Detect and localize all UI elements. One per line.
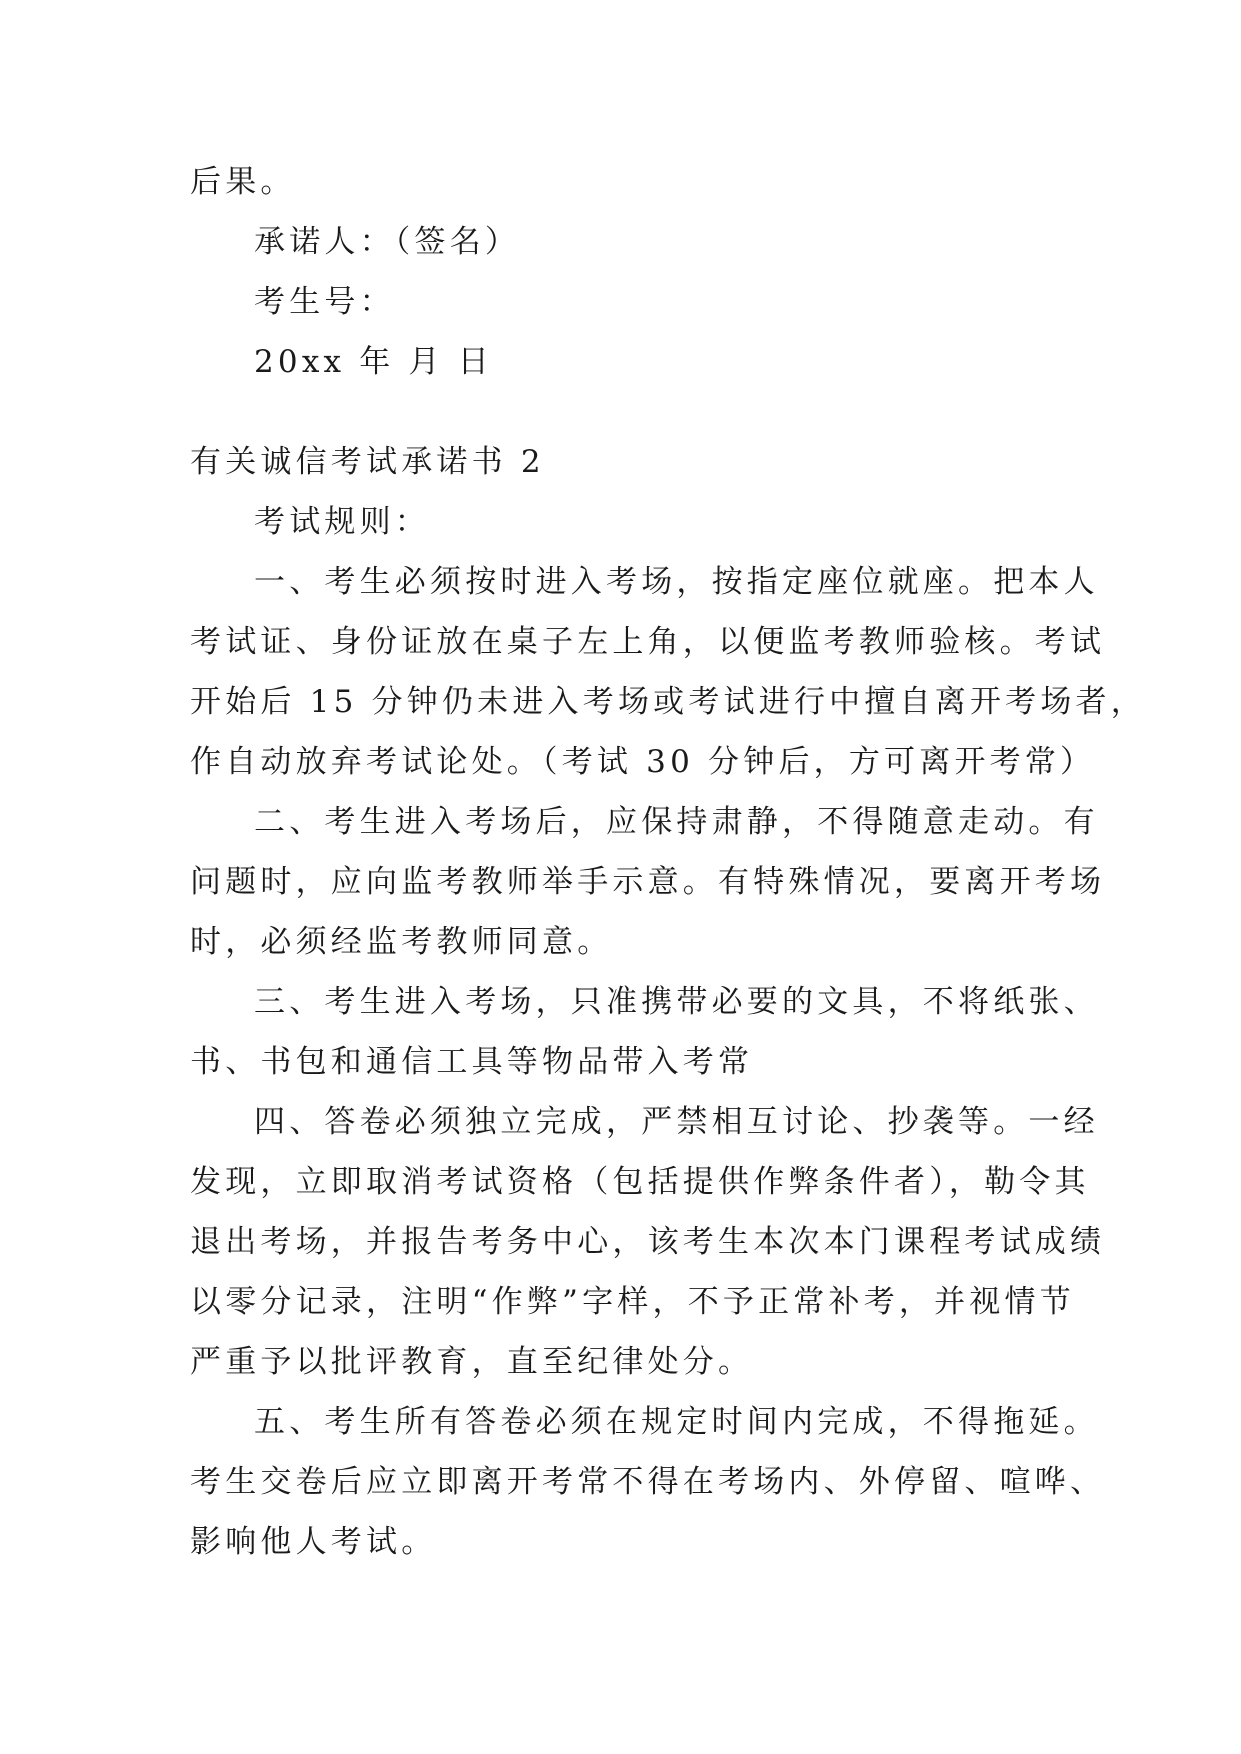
document-body [190,152,1146,1572]
text-line: 书、书包和通信工具等物品带入考常 [190,1044,754,1080]
signature-label: 承诺人：（签名） [254,224,521,260]
text-line: 五、考生所有答卷必须在规定时间内完成，不得拖延。 [254,1404,1099,1440]
text-line: 以零分记录，注明“作弊”字样，不予正常补考，并视情节 [190,1284,1075,1320]
text-line: 二、考生进入考场后，应保持肃静，不得随意走动。有 [254,804,1099,840]
text-line: 退出考场，并报告考务中心，该考生本次本门课程考试成绩 [190,1224,1106,1260]
text-line: 开始后 15 分钟仍未进入考场或考试进行中擅自离开考场者， [190,684,1146,720]
exam-number-label: 考生号： [254,284,395,320]
section-title: 有关诚信考试承诺书 2 [190,444,545,480]
rules-heading: 考试规则： [254,504,430,540]
text-line: 考试证、身份证放在桌子左上角，以便监考教师验核。考试 [190,624,1106,660]
text-line: 问题时，应向监考教师举手示意。有特殊情况，要离开考场 [190,864,1106,900]
text-line: 三、考生进入考场，只准携带必要的文具，不将纸张、 [254,984,1099,1020]
text-line: 后果。 [190,164,296,200]
text-line: 时，必须经监考教师同意。 [190,924,613,960]
text-line: 四、答卷必须独立完成，严禁相互讨论、抄袭等。一经 [254,1104,1099,1140]
text-line: 作自动放弃考试论处。（考试 30 分钟后，方可离开考常） [190,744,1096,780]
text-line: 影响他人考试。 [190,1524,437,1560]
text-line: 发现，立即取消考试资格（包括提供作弊条件者），勒令其 [190,1164,1090,1200]
text-line: 一、考生必须按时进入考场，按指定座位就座。把本人 [254,564,1099,600]
text-line: 考生交卷后应立即离开考常不得在考场内、外停留、喧哗、 [190,1464,1106,1500]
text-line: 严重予以批评教育，直至纪律处分。 [190,1344,754,1380]
date-line: 20xx 年 月 日 [254,344,493,380]
